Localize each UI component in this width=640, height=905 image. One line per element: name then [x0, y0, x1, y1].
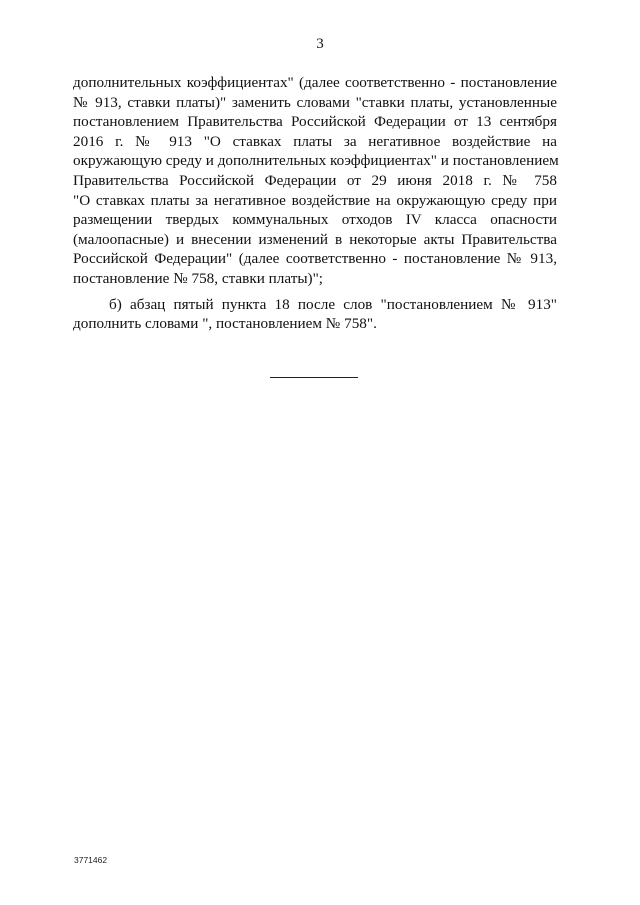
- text-line: Правительства Российской Федерации от 29 июня 2018 г. № 758: [73, 171, 557, 189]
- text-line: размещении твердых коммунальных отходов IV класса опасности: [73, 211, 557, 229]
- page-number: 3: [316, 36, 324, 52]
- document-body: [73, 73, 557, 334]
- text-line: постановление № 758, ставки платы)";: [73, 269, 324, 287]
- text-line: Российской Федерации" (далее соответственно - постановление № 913,: [73, 250, 557, 268]
- document-code: 3771462: [74, 855, 108, 865]
- text-line: 2016 г. № 913 "О ставках платы за негативное воздействие на: [73, 132, 557, 150]
- end-separator-line: [270, 377, 358, 378]
- text-line: окружающую среду и дополнительных коэффициентах" и постановлением: [73, 152, 559, 170]
- paragraph-amendment-a: [73, 73, 557, 289]
- text-line: дополнительных коэффициентах" (далее соответственно - постановление: [73, 74, 557, 91]
- text-line: "О ставках платы за негативное воздействие на окружающую среду при: [73, 191, 557, 209]
- text-line: дополнить словами ", постановлением № 758".: [73, 315, 377, 333]
- text-line: (малоопасные) и внесении изменений в некоторые акты Правительства: [73, 230, 557, 248]
- text-line: № 913, ставки платы)" заменить словами "ставки платы, установленные: [73, 93, 557, 111]
- paragraph-amendment-b: [73, 295, 557, 334]
- text-line: постановлением Правительства Российской Федерации от 13 сентября: [73, 113, 557, 131]
- text-line: б) абзац пятый пункта 18 после слов "постановлением № 913": [109, 295, 557, 313]
